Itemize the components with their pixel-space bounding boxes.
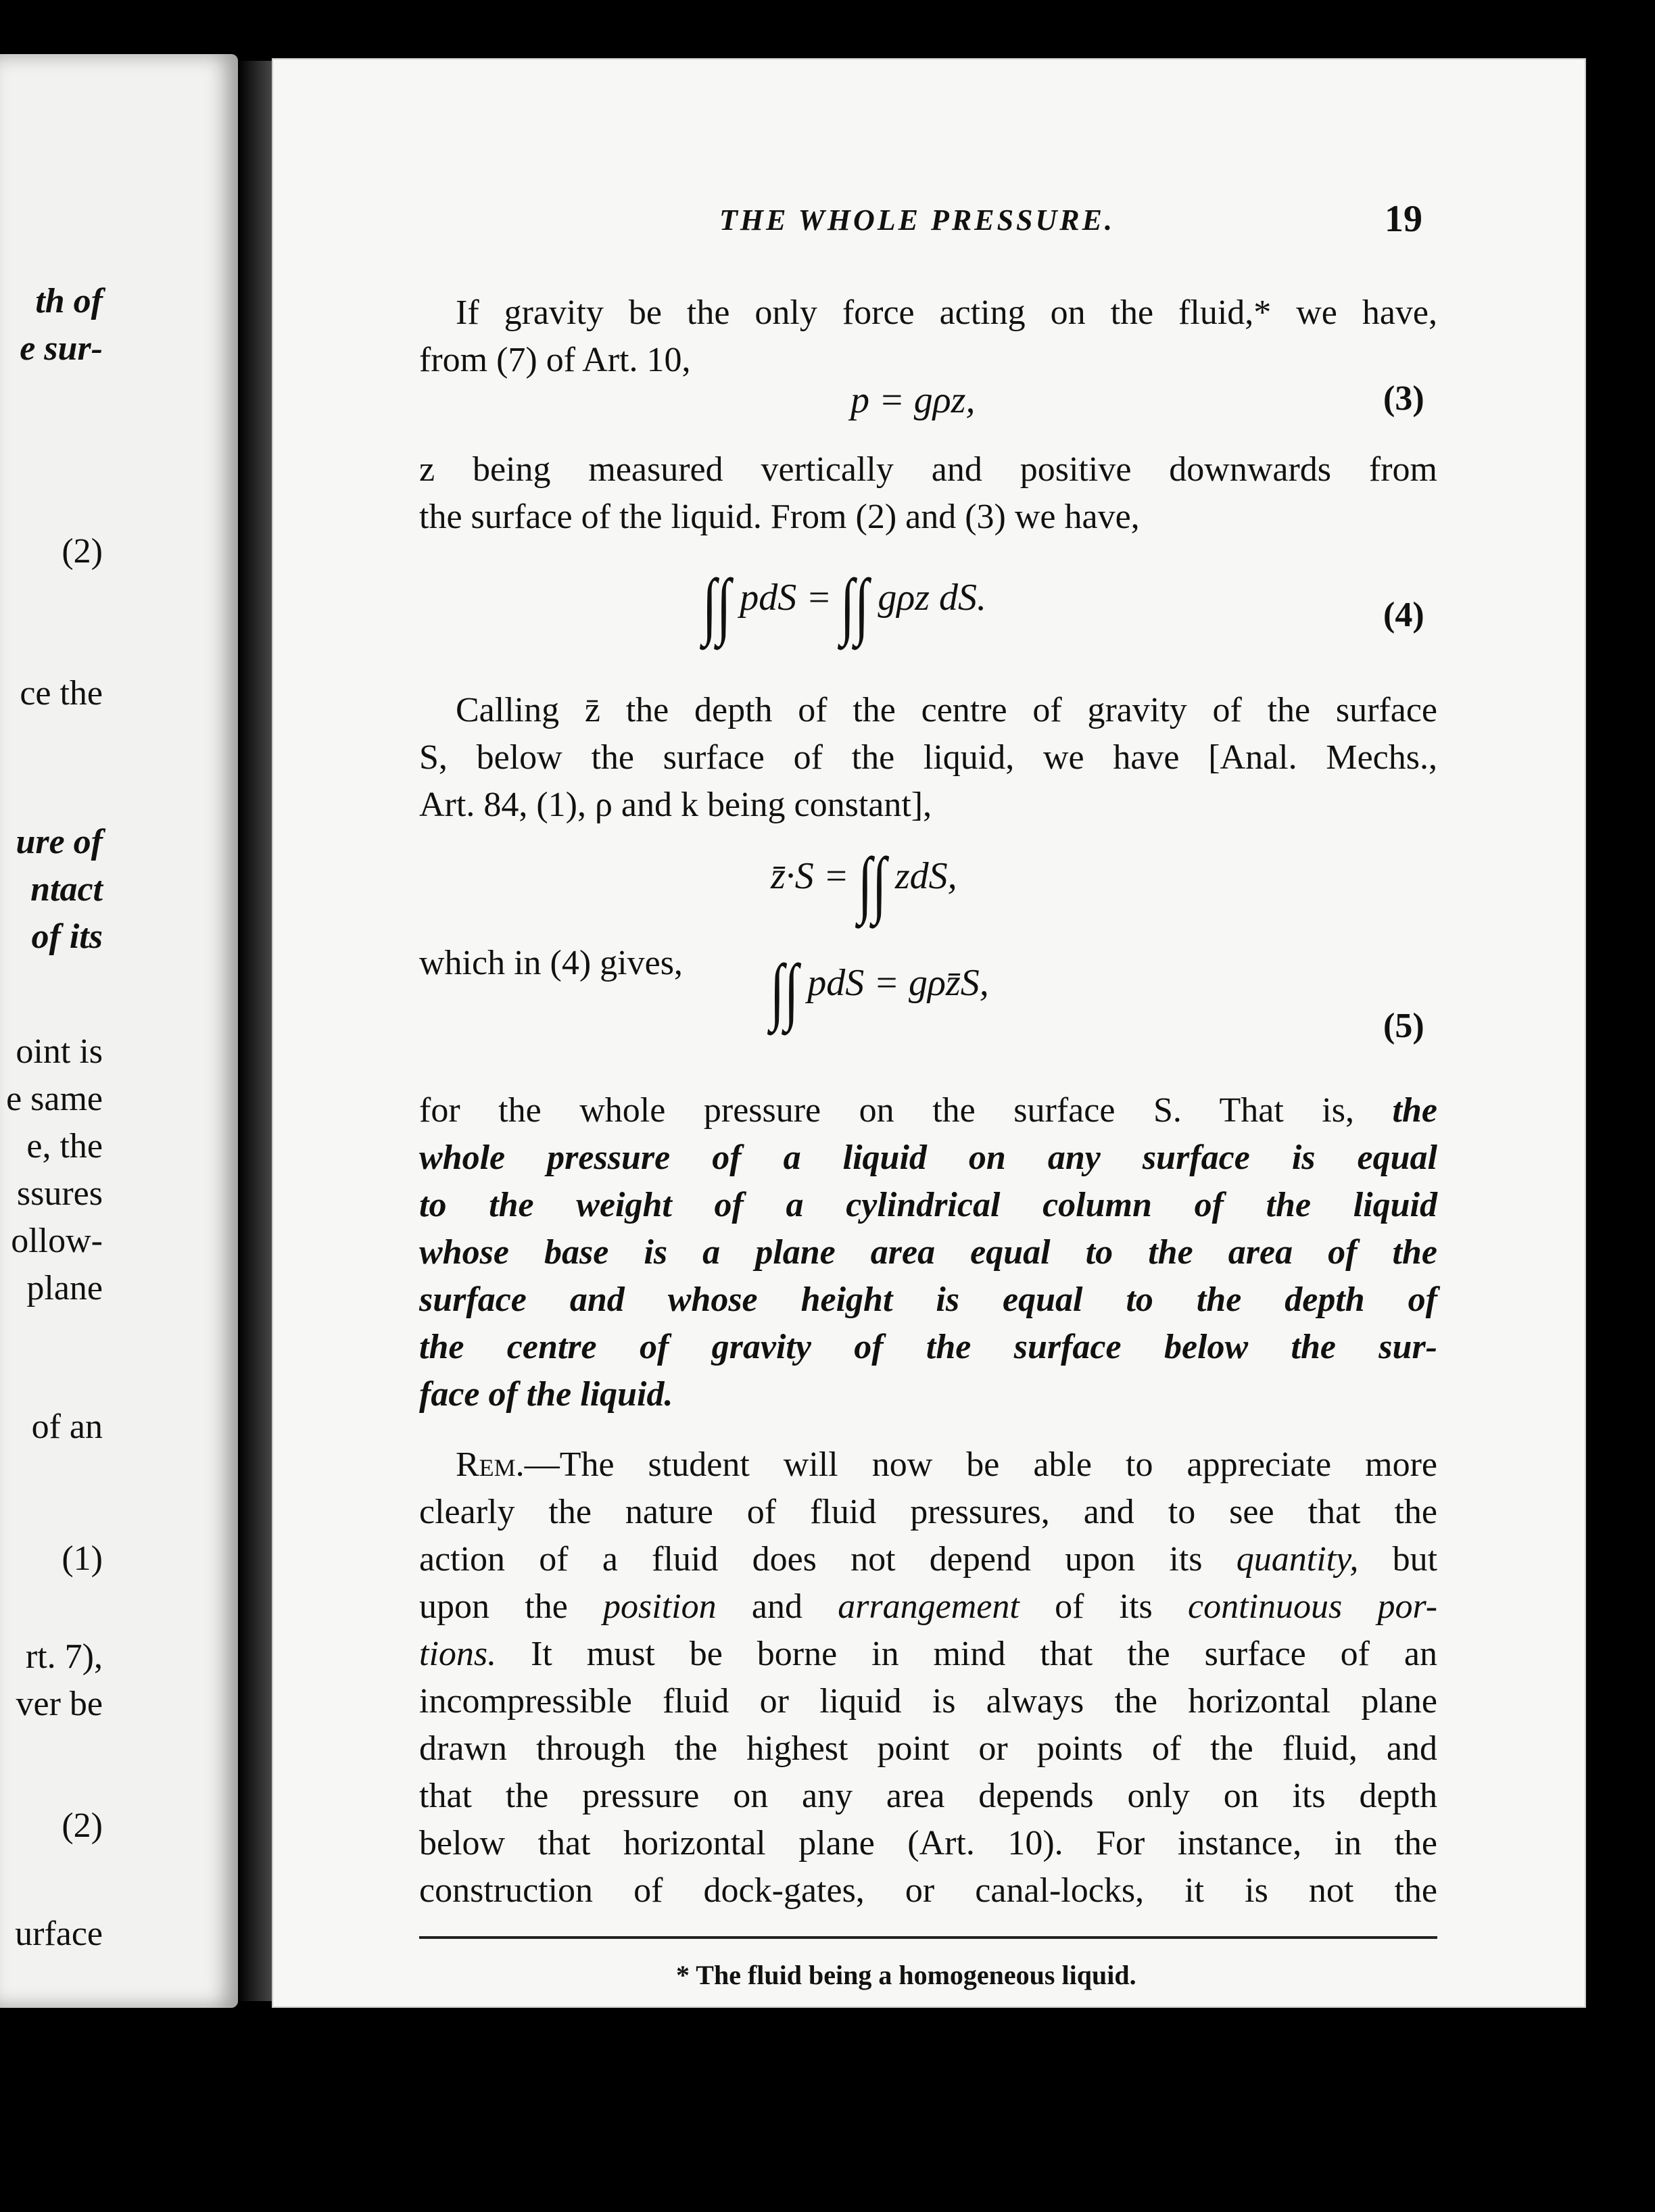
fragment-line: (2)	[62, 1806, 103, 1845]
fragment-line: ce the	[20, 674, 103, 713]
text-line: clearly the nature of fluid pressures, and to see that the	[419, 1493, 1437, 1531]
fragment-line: e same	[6, 1080, 103, 1118]
text-line: z being measured vertically and positive downwards from	[419, 450, 1437, 489]
text-line: If gravity be the only force acting on the fluid,* we have,	[456, 293, 1437, 332]
emphasis-span: quantity,	[1236, 1540, 1359, 1579]
fragment-line: (1)	[62, 1539, 103, 1578]
equation-rhs: zdS,	[894, 855, 957, 897]
equation-rhs: gρz dS.	[878, 577, 986, 619]
equation-lhs: z̄·S =	[771, 855, 849, 897]
remark-paragraph	[419, 1441, 1437, 1915]
text-line: below that horizontal plane (Art. 10). For instance, in the	[419, 1824, 1437, 1862]
text-span: action of a fluid does not depend upon its	[419, 1540, 1203, 1579]
text-span: —The student will now be able to appreciate more	[524, 1445, 1437, 1484]
remark-label: Rem.	[456, 1445, 525, 1484]
emphasis-span: tions.	[419, 1635, 497, 1673]
fragment-line: (2)	[62, 532, 103, 571]
double-integral-symbol: ∫∫	[857, 842, 886, 925]
fragment-line: ure of	[16, 823, 103, 861]
text-span: and	[751, 1587, 802, 1626]
fragment-line: ver be	[16, 1685, 103, 1723]
footnote: * The fluid being a homogeneous liquid.	[676, 1960, 1136, 1990]
fragment-line: e sur-	[20, 329, 103, 368]
paragraph-1	[419, 289, 1437, 384]
text-line	[419, 1583, 1437, 1631]
equation-number: (5)	[1383, 1007, 1424, 1045]
equation-3: p = gρz,	[850, 379, 976, 421]
text-line	[419, 1087, 1437, 1134]
text-span: but	[1392, 1540, 1438, 1579]
fragment-line: ntact	[30, 870, 103, 909]
emphasis-line: face of the liquid.	[419, 1375, 673, 1414]
fragment-line: e, the	[26, 1127, 103, 1165]
text-line: the surface of the liquid. From (2) and (3) we have,	[419, 498, 1140, 536]
fragment-line: plane	[26, 1269, 103, 1307]
facing-page	[0, 54, 238, 2008]
equation-5	[764, 949, 989, 1032]
equation-number: (3)	[1383, 379, 1424, 418]
equation-centre-of-gravity	[771, 842, 957, 925]
emphasis-span: the	[1392, 1091, 1437, 1130]
equation-expression: pdS = gρz̄S,	[807, 962, 989, 1004]
text-line: Calling z̄ the depth of the centre of gravity of the surface	[456, 691, 1437, 729]
text-line: construction of dock-gates, or canal-locks, it is not the	[419, 1871, 1437, 1910]
emphasis-span: continuous por-	[1188, 1587, 1438, 1626]
fragment-line: of an	[31, 1408, 103, 1446]
fragment-line: oint is	[16, 1032, 103, 1071]
text-span: upon the	[419, 1587, 568, 1626]
fragment-line: rt. 7),	[25, 1637, 103, 1676]
fragment-line: ollow-	[11, 1222, 103, 1260]
emphasis-line: to the weight of a cylindrical column of the liquid	[419, 1186, 1437, 1224]
text-line: from (7) of Art. 10,	[419, 341, 691, 379]
emphasis-line: surface and whose height is equal to the depth of	[419, 1280, 1437, 1319]
fragment-line: of its	[31, 917, 103, 956]
fragment-line: th of	[35, 282, 103, 320]
text-line	[419, 1536, 1437, 1583]
text-line: Art. 84, (1), ρ and k being constant],	[419, 786, 932, 824]
double-integral-symbol: ∫∫	[702, 564, 731, 646]
equation-lhs: pdS =	[740, 577, 832, 619]
equation-4	[696, 564, 986, 646]
paragraph-5	[419, 1087, 1437, 1418]
double-integral-symbol: ∫∫	[770, 949, 799, 1032]
emphasis-span: position	[603, 1587, 717, 1626]
footnote-rule	[419, 1936, 1437, 1939]
emphasis-span: arrangement	[838, 1587, 1020, 1626]
text-span: for the whole pressure on the surface S. That is,	[419, 1091, 1354, 1130]
text-line	[419, 1441, 1437, 1489]
emphasis-line: the centre of gravity of the surface below the sur-	[419, 1328, 1437, 1366]
text-span: It must be borne in mind that the surface of an	[531, 1635, 1437, 1673]
emphasis-line: whole pressure of a liquid on any surface is equal	[419, 1138, 1437, 1177]
page-number: 19	[1385, 198, 1422, 240]
emphasis-line: whose base is a plane area equal to the area of the	[419, 1233, 1437, 1272]
paragraph-2	[419, 446, 1437, 541]
text-line: S, below the surface of the liquid, we have [Anal. Mechs.,	[419, 738, 1437, 777]
fragment-line: ssures	[16, 1174, 103, 1213]
text-line	[419, 1631, 1437, 1678]
text-line: drawn through the highest point or points of the fluid, and	[419, 1729, 1437, 1768]
running-header: THE WHOLE PRESSURE.	[719, 203, 1115, 237]
text-span: of its	[1055, 1587, 1153, 1626]
book-gutter	[238, 61, 279, 2001]
fragment-line: urface	[15, 1915, 103, 1953]
double-integral-symbol: ∫∫	[840, 564, 869, 646]
equation-number: (4)	[1383, 596, 1424, 634]
paragraph-3	[419, 687, 1437, 829]
text-line: that the pressure on any area depends only on its depth	[419, 1777, 1437, 1815]
text-line: incompressible fluid or liquid is always the horizontal plane	[419, 1682, 1437, 1721]
text-line: which in (4) gives,	[419, 944, 683, 982]
